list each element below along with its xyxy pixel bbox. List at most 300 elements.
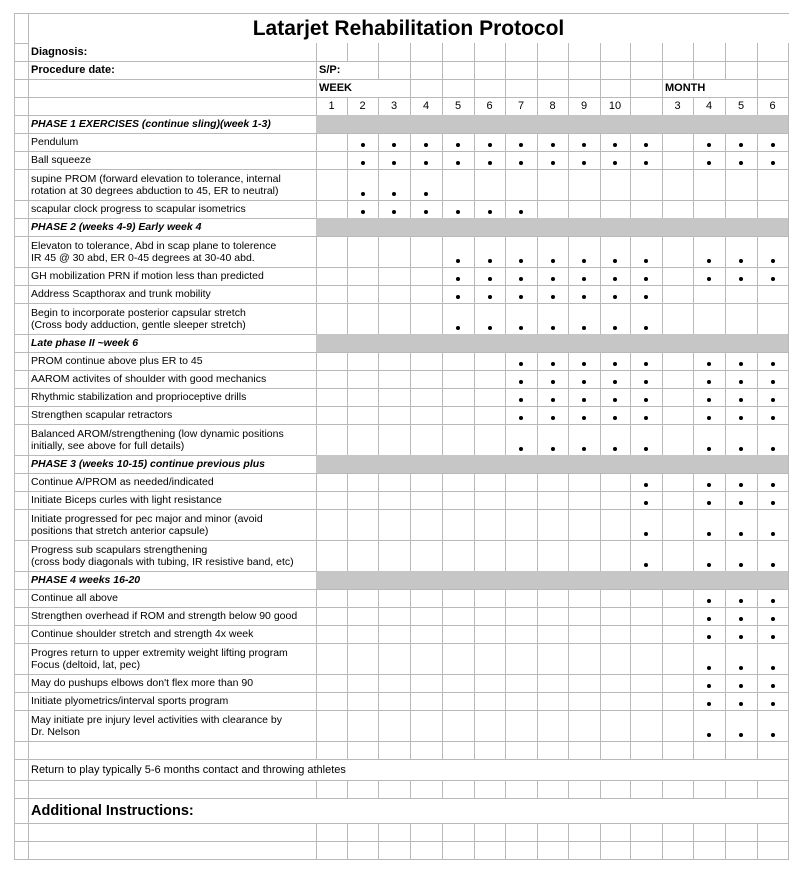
schedule-bullet [551,161,555,165]
schedule-cell [568,236,601,268]
schedule-cell [725,169,758,201]
exercise-label-line: Rhythmic stabilization and proprioceptive drills [31,391,247,404]
schedule-bullet [488,161,492,165]
schedule-cell [316,692,348,711]
grid-cell [505,823,538,842]
schedule-bullet [644,532,648,536]
schedule-bullet [519,277,523,281]
schedule-cell [693,473,726,492]
exercise-label-line: Pendulum [31,136,79,149]
schedule-cell [347,607,379,626]
exercise-label-line: Initiate Biceps curles with light resistance [31,494,222,507]
grid-cell [347,841,379,860]
week-number: 3 [378,97,411,116]
margin-cell [14,370,29,389]
grid-cell [630,780,663,799]
schedule-bullet [771,416,775,420]
schedule-cell [410,540,443,572]
schedule-cell [630,267,663,286]
schedule-bullet [582,161,586,165]
schedule-bullet [613,277,617,281]
schedule-cell [662,424,694,456]
grid-cell [410,823,443,842]
grid-cell [568,61,601,80]
schedule-cell [378,285,411,304]
margin-cell [14,741,29,760]
grid-cell [442,780,475,799]
exercise-label-line: Begin to incorporate posterior capsular stretch [31,306,246,319]
schedule-bullet [644,380,648,384]
schedule-bullet [707,617,711,621]
schedule-bullet [519,161,523,165]
schedule-cell [378,424,411,456]
schedule-cell [537,589,569,608]
schedule-cell [725,540,758,572]
schedule-bullet [644,143,648,147]
schedule-cell [630,424,663,456]
schedule-bullet [707,501,711,505]
schedule-bullet [707,684,711,688]
schedule-cell [600,692,631,711]
schedule-cell [378,370,411,389]
schedule-cell [347,473,379,492]
schedule-cell [505,491,538,510]
schedule-cell [410,303,443,335]
schedule-bullet [582,277,586,281]
phase-band [316,455,789,474]
grid-cell [505,79,538,98]
schedule-cell [662,710,694,742]
schedule-cell [757,406,789,425]
schedule-cell [537,370,569,389]
schedule-cell [378,692,411,711]
schedule-bullet [707,447,711,451]
schedule-bullet [519,326,523,330]
schedule-bullet [613,416,617,420]
schedule-cell [347,424,379,456]
margin-cell [14,643,29,675]
schedule-bullet [613,326,617,330]
field-procedure_date: Procedure date: [28,61,317,80]
schedule-cell [757,285,789,304]
schedule-bullet [739,380,743,384]
schedule-cell [568,388,601,407]
schedule-bullet [739,277,743,281]
schedule-cell [442,625,475,644]
exercise-label [28,692,317,711]
schedule-cell [410,710,443,742]
schedule-cell [537,236,569,268]
grid-cell [568,79,601,98]
schedule-bullet [488,210,492,214]
schedule-cell [568,406,601,425]
phase-heading: PHASE 1 EXERCISES (continue sling)(week 1-3) [28,115,317,134]
schedule-cell [600,607,631,626]
schedule-cell [693,692,726,711]
grid-cell [757,79,789,98]
schedule-bullet [644,277,648,281]
schedule-cell [693,540,726,572]
schedule-cell [725,424,758,456]
schedule-cell [693,370,726,389]
grid-cell [442,841,475,860]
schedule-bullet [392,210,396,214]
schedule-bullet [771,380,775,384]
schedule-bullet [613,295,617,299]
schedule-cell [442,540,475,572]
margin-cell [14,455,29,474]
schedule-cell [442,607,475,626]
schedule-cell [316,491,348,510]
schedule-cell [600,625,631,644]
schedule-cell [505,169,538,201]
schedule-cell [474,692,506,711]
schedule-bullet [488,277,492,281]
schedule-cell [568,674,601,693]
schedule-cell [442,303,475,335]
grid-cell [630,43,663,62]
schedule-bullet [519,210,523,214]
grid-cell [630,79,663,98]
schedule-cell [757,169,789,201]
margin-cell [14,133,29,152]
schedule-cell [662,509,694,541]
margin-cell [14,424,29,456]
schedule-bullet [739,666,743,670]
schedule-cell [537,285,569,304]
schedule-cell [725,151,758,170]
margin-cell [14,780,29,799]
margin-cell [14,115,29,134]
schedule-cell [442,491,475,510]
schedule-cell [568,710,601,742]
schedule-bullet [771,702,775,706]
schedule-cell [347,692,379,711]
grid-cell [347,780,379,799]
phase-band [316,334,789,353]
schedule-cell [378,352,411,371]
schedule-cell [537,267,569,286]
schedule-bullet [582,380,586,384]
exercise-label-line: Dr. Nelson [31,726,81,739]
schedule-cell [537,151,569,170]
schedule-cell [378,589,411,608]
margin-cell [14,388,29,407]
schedule-bullet [707,259,711,263]
grid-cell [474,79,506,98]
schedule-bullet [424,143,428,147]
schedule-cell [378,625,411,644]
schedule-cell [600,589,631,608]
schedule-bullet [707,380,711,384]
grid-cell [568,43,601,62]
grid-cell [442,741,475,760]
schedule-cell [347,133,379,152]
grid-cell [347,823,379,842]
exercise-label-line: scapular clock progress to scapular isometrics [31,203,246,216]
exercise-label-line: Continue all above [31,592,118,605]
schedule-cell [410,236,443,268]
schedule-cell [505,589,538,608]
schedule-bullet [739,447,743,451]
schedule-cell [378,607,411,626]
schedule-cell [316,236,348,268]
grid-cell [757,43,789,62]
exercise-label-line: IR 45 @ 30 abd, ER 0-45 degrees at 30-40 abd. [31,252,255,265]
schedule-bullet [707,702,711,706]
schedule-bullet [551,326,555,330]
exercise-label-line: rotation at 30 degrees abduction to 45, ER to neutral) [31,185,279,198]
grid-cell [316,841,348,860]
grid-cell [600,780,631,799]
schedule-cell [662,151,694,170]
schedule-cell [568,491,601,510]
exercise-label [28,169,317,201]
grid-cell [378,841,411,860]
schedule-cell [410,285,443,304]
grid-cell [693,780,726,799]
grid-cell [28,841,317,860]
schedule-bullet [771,666,775,670]
grid-cell [474,841,506,860]
schedule-cell [347,491,379,510]
schedule-cell [662,406,694,425]
schedule-cell [442,509,475,541]
grid-cell [630,823,663,842]
schedule-cell [505,674,538,693]
schedule-cell [693,151,726,170]
schedule-cell [630,607,663,626]
return-to-play-note: Return to play typically 5-6 months contact and throwing athletes [28,759,789,781]
grid-cell [662,741,694,760]
schedule-cell [316,607,348,626]
grid-cell [347,43,379,62]
schedule-cell [442,406,475,425]
schedule-cell [410,424,443,456]
schedule-cell [757,643,789,675]
grid-cell [630,61,663,80]
schedule-cell [442,692,475,711]
schedule-cell [757,491,789,510]
schedule-cell [347,388,379,407]
schedule-cell [725,370,758,389]
schedule-cell [316,169,348,201]
schedule-cell [505,710,538,742]
grid-cell [725,841,758,860]
grid-cell [505,61,538,80]
margin-cell [14,218,29,237]
schedule-cell [757,151,789,170]
schedule-cell [378,491,411,510]
schedule-cell [442,643,475,675]
schedule-cell [630,388,663,407]
schedule-cell [347,151,379,170]
schedule-bullet [519,447,523,451]
exercise-label [28,625,317,644]
schedule-cell [693,285,726,304]
schedule-cell [505,352,538,371]
schedule-bullet [771,447,775,451]
grid-cell [568,841,601,860]
schedule-cell [630,509,663,541]
schedule-bullet [456,210,460,214]
schedule-bullet [582,143,586,147]
exercise-label [28,607,317,626]
schedule-bullet [361,192,365,196]
exercise-label [28,370,317,389]
margin-cell [14,13,29,44]
week-number: 6 [474,97,506,116]
schedule-bullet [771,259,775,263]
schedule-bullet [644,563,648,567]
schedule-bullet [582,295,586,299]
grid-cell [347,741,379,760]
schedule-bullet [551,380,555,384]
schedule-bullet [739,599,743,603]
grid-cell [537,823,569,842]
exercise-label [28,491,317,510]
schedule-bullet [613,259,617,263]
schedule-cell [442,133,475,152]
schedule-cell [347,625,379,644]
schedule-cell [442,200,475,219]
schedule-cell [316,200,348,219]
schedule-bullet [707,416,711,420]
month-header: MONTH [662,79,758,98]
schedule-bullet [739,532,743,536]
grid-cell [725,780,758,799]
margin-cell [14,798,29,824]
schedule-cell [347,169,379,201]
schedule-cell [725,406,758,425]
schedule-cell [474,625,506,644]
margin-cell [14,406,29,425]
exercise-label [28,406,317,425]
schedule-bullet [771,398,775,402]
schedule-cell [757,607,789,626]
schedule-bullet [707,161,711,165]
schedule-cell [693,267,726,286]
schedule-cell [693,710,726,742]
margin-cell [14,674,29,693]
schedule-bullet [582,398,586,402]
schedule-cell [725,509,758,541]
schedule-bullet [644,326,648,330]
schedule-bullet [488,295,492,299]
grid-cell [442,61,475,80]
schedule-cell [505,303,538,335]
schedule-cell [410,352,443,371]
schedule-cell [568,509,601,541]
schedule-cell [757,692,789,711]
margin-cell [14,491,29,510]
schedule-bullet [551,295,555,299]
grid-cell [410,43,443,62]
schedule-cell [378,267,411,286]
schedule-cell [725,607,758,626]
margin-cell [14,509,29,541]
grid-cell [725,741,758,760]
schedule-cell [568,200,601,219]
exercise-label-line: Initiate plyometrics/interval sports program [31,695,229,708]
schedule-bullet [519,143,523,147]
margin-cell [14,759,29,781]
schedule-cell [662,473,694,492]
grid-cell [410,780,443,799]
schedule-cell [725,236,758,268]
schedule-cell [537,509,569,541]
schedule-cell [410,388,443,407]
schedule-bullet [771,277,775,281]
schedule-cell [725,674,758,693]
schedule-bullet [392,143,396,147]
schedule-bullet [739,161,743,165]
exercise-label-line: Continue A/PROM as needed/indicated [31,476,214,489]
schedule-cell [474,473,506,492]
schedule-cell [347,509,379,541]
phase-band [316,571,789,590]
schedule-cell [630,589,663,608]
schedule-cell [347,303,379,335]
schedule-cell [505,267,538,286]
schedule-cell [410,406,443,425]
schedule-cell [442,285,475,304]
exercise-label-line: May initiate pre injury level activities with clearance by [31,713,282,726]
grid-cell [505,841,538,860]
margin-cell [14,841,29,860]
schedule-cell [725,267,758,286]
exercise-label [28,473,317,492]
exercise-label [28,133,317,152]
schedule-cell [505,151,538,170]
schedule-cell [630,133,663,152]
schedule-cell [505,406,538,425]
schedule-bullet [613,143,617,147]
schedule-cell [347,285,379,304]
schedule-cell [693,352,726,371]
schedule-cell [537,200,569,219]
grid-cell [378,823,411,842]
schedule-cell [725,692,758,711]
schedule-cell [600,388,631,407]
schedule-cell [757,352,789,371]
schedule-cell [693,133,726,152]
schedule-cell [316,267,348,286]
schedule-bullet [424,210,428,214]
sheet-left-edge [14,13,15,859]
schedule-cell [662,370,694,389]
schedule-cell [600,370,631,389]
exercise-label-line: Balanced AROM/strengthening (low dynamic positions [31,427,284,440]
schedule-cell [725,200,758,219]
margin-cell [14,571,29,590]
schedule-bullet [771,143,775,147]
schedule-bullet [519,416,523,420]
schedule-cell [693,303,726,335]
schedule-cell [347,236,379,268]
schedule-cell [410,491,443,510]
exercise-label-line: supine PROM (forward elevation to tolerance, internal [31,172,281,185]
schedule-cell [600,236,631,268]
grid-cell [662,780,694,799]
schedule-cell [693,491,726,510]
schedule-cell [505,133,538,152]
schedule-bullet [707,483,711,487]
schedule-cell [474,133,506,152]
schedule-cell [316,589,348,608]
schedule-cell [693,200,726,219]
schedule-bullet [739,702,743,706]
